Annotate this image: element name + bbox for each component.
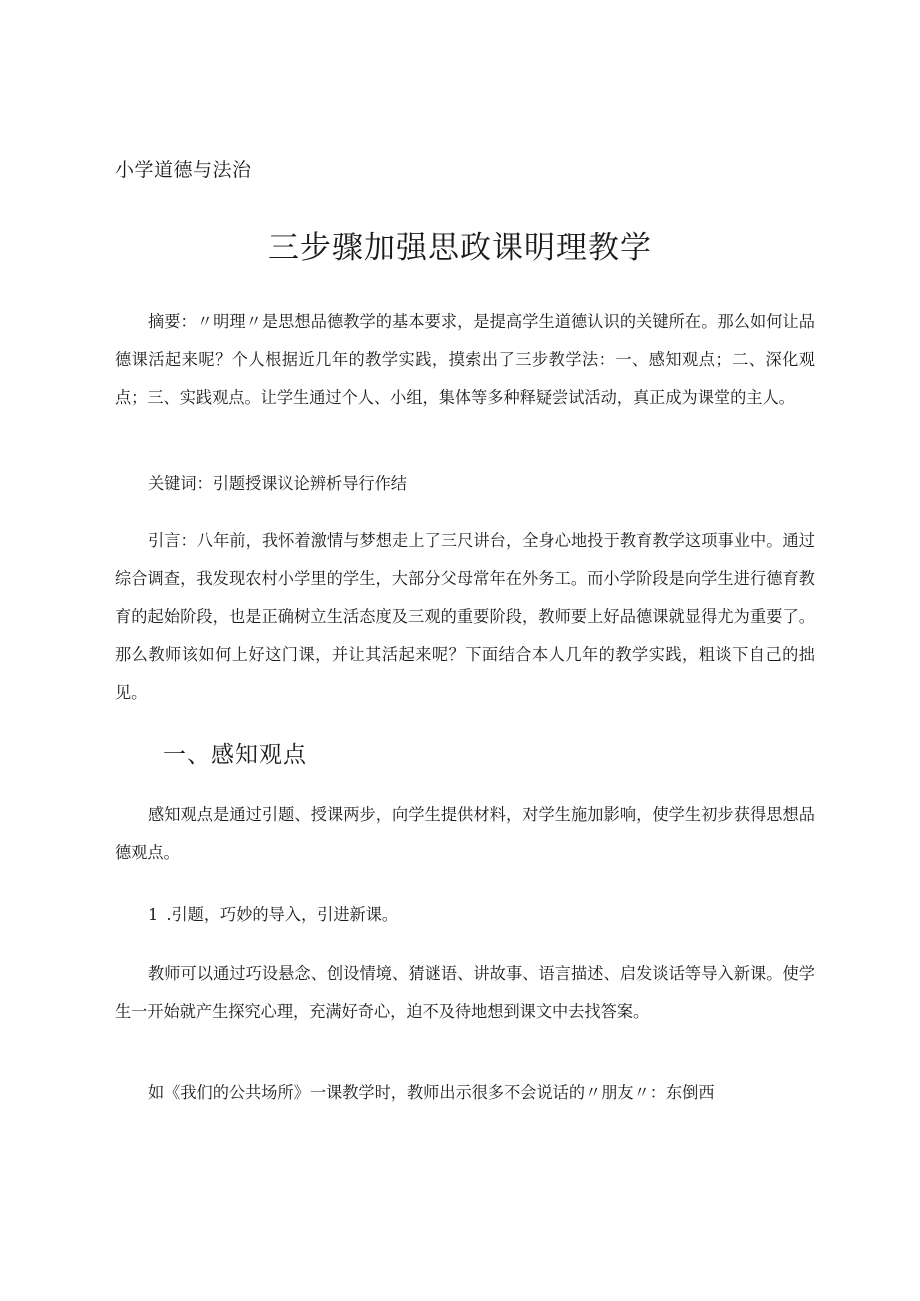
list-item xyxy=(148,901,398,925)
subject-label: 小学道德与法治 xyxy=(115,159,252,181)
keywords-paragraph: 关键词：引题授课议论辨析导行作结 xyxy=(148,474,407,493)
document-title: 三步骤加强思政课明理教学 xyxy=(268,230,652,266)
abstract-paragraph: 摘要：〃明理〃是思想品德教学的基本要求，是提高学生道德认识的关键所在。那么如何让品德课活起来呢？个人根据近几年的教学实践，摸索出了三步教学法：一、感知观点；二、深化观点；三、实践观点。让学生通过个人、小组，集体等多种释疑尝试活动，真正成为课堂的主人。 xyxy=(115,312,815,407)
section-paragraph: 感知观点是通过引题、授课两步，向学生提供材料，对学生施加影响，使学生初步获得思想品德观点。 xyxy=(115,805,815,862)
list-item-paragraph: 教师可以通过巧设悬念、创设情境、猜谜语、讲故事、语言描述、启发谈话等导入新课。使学生一开始就产生探究心理，充满好奇心，迫不及待地想到课文中去找答案。 xyxy=(115,964,815,1021)
list-item-text: .引题，巧妙的导入，引进新课。 xyxy=(166,905,399,924)
example-paragraph: 如《我们的公共场所》一课教学时，教师出示很多不会说话的〃朋友〃：东倒西 xyxy=(148,1083,715,1102)
section-heading: 一、感知观点 xyxy=(163,742,307,768)
list-item-number: 1 xyxy=(148,905,159,924)
introduction-paragraph: 引言：八年前，我怀着激情与梦想走上了三尺讲台，全身心地投于教育教学这项事业中。通过综合调查，我发现农村小学里的学生，大部分父母常年在外务工。而小学阶段是向学生进行德育教育的起始阶段，也是正确树立生活态度及三观的重要阶段，教师要上好品德课就显得尤为重要了。那么教师该如何上好这门课，并让其活起来呢？下面结合本人几年的教学实践，粗谈下自己的拙见。 xyxy=(115,531,815,702)
